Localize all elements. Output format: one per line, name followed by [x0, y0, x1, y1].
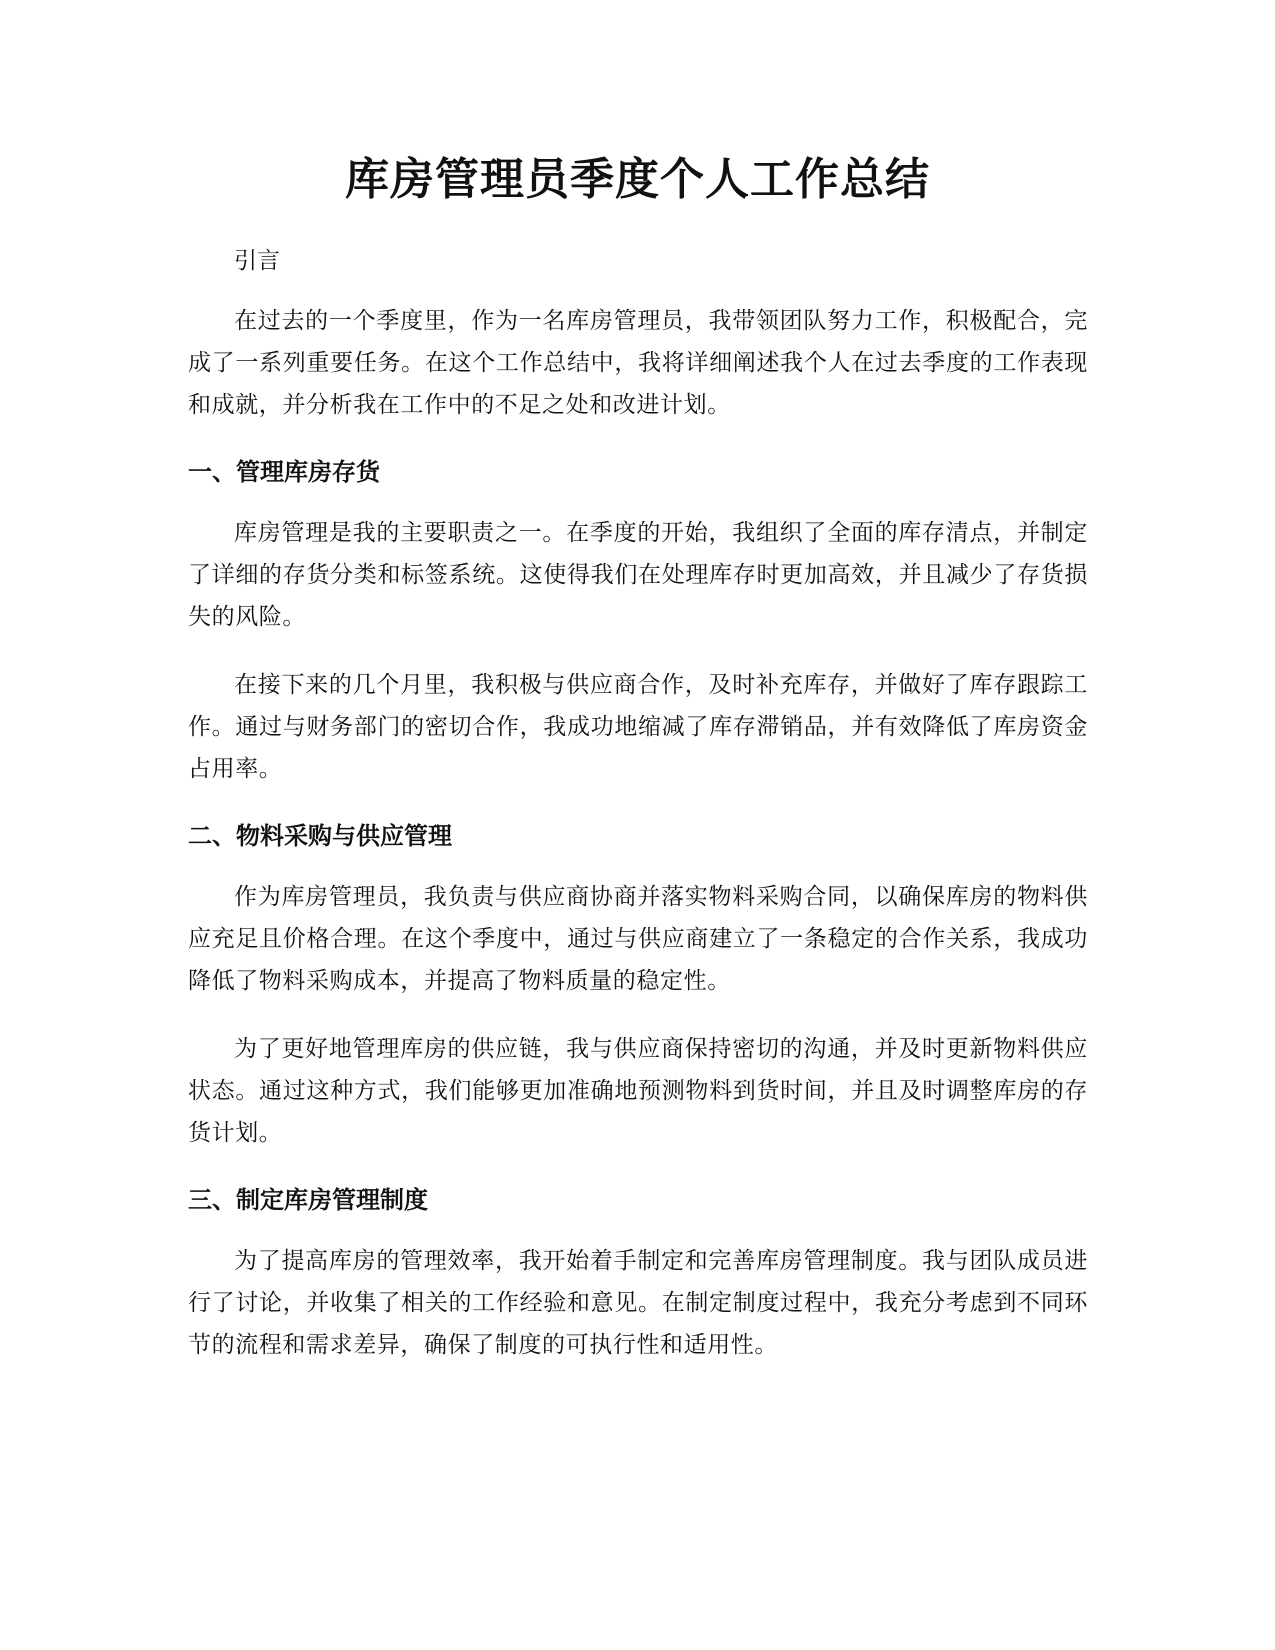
section-paragraph: 为了提高库房的管理效率，我开始着手制定和完善库房管理制度。我与团队成员进行了讨论，并收集了相关的工作经验和意见。在制定制度过程中，我充分考虑到不同环节的流程和需求差异，确保了制度的可执行性和适用性。	[188, 1248, 1088, 1358]
section-heading-regulations: 三、制定库房管理制度	[188, 1186, 428, 1214]
section-heading-inventory: 一、管理库房存货	[188, 458, 380, 486]
intro-label: 引言	[234, 248, 280, 274]
section-paragraph: 库房管理是我的主要职责之一。在季度的开始，我组织了全面的库存清点，并制定了详细的存货分类和标签系统。这使得我们在处理库存时更加高效，并且减少了存货损失的风险。	[188, 520, 1088, 630]
document-title: 库房管理员季度个人工作总结	[345, 154, 930, 205]
section-heading-procurement: 二、物料采购与供应管理	[188, 822, 452, 850]
section-paragraph: 为了更好地管理库房的供应链，我与供应商保持密切的沟通，并及时更新物料供应状态。通过这种方式，我们能够更加准确地预测物料到货时间，并且及时调整库房的存货计划。	[188, 1036, 1088, 1146]
section-paragraph: 作为库房管理员，我负责与供应商协商并落实物料采购合同，以确保库房的物料供应充足且价格合理。在这个季度中，通过与供应商建立了一条稳定的合作关系，我成功降低了物料采购成本，并提高了物料质量的稳定性。	[188, 884, 1088, 994]
document-body	[188, 240, 1088, 1392]
section-paragraph: 在接下来的几个月里，我积极与供应商合作，及时补充库存，并做好了库存跟踪工作。通过与财务部门的密切合作，我成功地缩减了库存滞销品，并有效降低了库房资金占用率。	[188, 672, 1088, 782]
intro-paragraph: 在过去的一个季度里，作为一名库房管理员，我带领团队努力工作，积极配合，完成了一系列重要任务。在这个工作总结中，我将详细阐述我个人在过去季度的工作表现和成就，并分析我在工作中的不足之处和改进计划。	[188, 308, 1088, 418]
